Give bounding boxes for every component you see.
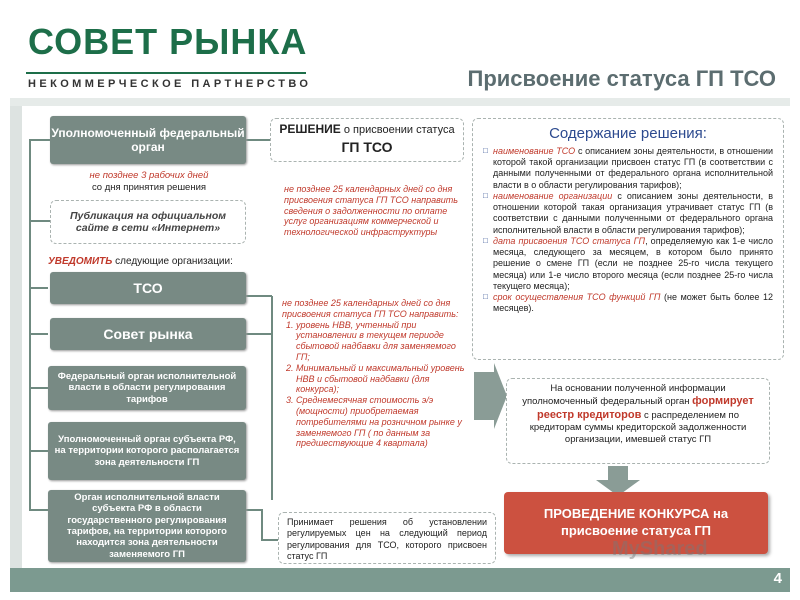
decision-content-title: Содержание решения: [549, 125, 707, 142]
org-regional-tariff-box: Орган исполнительной власти субъекта РФ в области государственного регулирования тарифов, на территории которого находится зона деятельности заменяемого ГП [48, 490, 246, 562]
creditors-register-box: На основании полученной информации уполномоченный федеральный орган формирует реестр кредиторов с распределением по кредиторам суммы кредиторской задолженности организации, имевшей статус ГП [506, 378, 770, 464]
publication-box: Публикация на официальном сайте в сети «Интернет» [50, 200, 246, 244]
content-item: □ срок осуществления ТСО функций ГП (не может быть более 12 месяцев). [483, 292, 773, 315]
authority-box: Уполномоченный федеральный орган [50, 116, 246, 164]
publication-deadline: не позднее 3 рабочих дней со дня принятия решения [89, 170, 209, 193]
content-item: □ наименование ТСО с описанием зоны деятельности, в отношении которой такой организации присвоен статус ГП (в соответствии с данными полученными от федерального органа исполнительной власти в о области регулирования тарифов); [483, 146, 773, 191]
decision-box: РЕШЕНИЕ о присвоении статуса ГП ТСО [270, 118, 464, 162]
content-item: □ наименование организации с описанием зоны деятельности, в отношении которой такая организация утрачивает статус ГП (в соответствии с данными полученными от федерального органа исполнительной власти в области регулирования тарифов); [483, 191, 773, 236]
tariff-info-note: не позднее 25 календарных дней со дня присвоения статуса ГП ТСО направить: 1. уровень НВВ, учтенный при установлении в текущем периоде сбытовой надбавки для заменяемого ГП; 2. Минимальный и максимальный уровень НВВ и сбытовой надбавки (для конкурса); 3. Среднемесячная стоимость э/э (мощности) приобретаемая потребителями на розничном рынке у заменяемого ГП ( по данным за предшествующие 4 квартала) [282, 298, 468, 449]
page-number: 4 [773, 570, 782, 587]
org-market-council-box: Совет рынка [50, 318, 246, 350]
org-subject-box: Уполномоченный орган субъекта РФ, на территории которого располагается зона деятельности ГП [48, 422, 246, 480]
tariff-info-item: 3. Среднемесячная стоимость э/э (мощности) приобретаемая потребителями на розничном рынке у заменяемого ГП ( по данным за предшествующие 4 квартала) [296, 395, 468, 449]
content-item: □ дата присвоения ТСО статуса ГП, определяемую как 1-е число месяца, следующего за месяцем, в котором было принято решение о смене ГП (если не позднее 25-го числа текущего месяца) или 1-е число второго месяца (если позднее 25-го числа текущего месяца); [483, 236, 773, 292]
tariff-info-item: 1. уровень НВВ, учтенный при установлении в текущем периоде сбытовой надбавки для заменяемого ГП; [296, 320, 468, 363]
tariff-decision-box: Принимает решения об установлении регулируемых цен на следующий период регулирования для ТСО, которого присвоен статус ГП [278, 512, 496, 564]
decision-content-box [472, 118, 784, 360]
debt-info-note: не позднее 25 календарных дней со дня присвоения статуса ГП ТСО направить сведения о задолженности по оплате услуг организациям коммерческой и технологической инфраструктуры [284, 184, 459, 238]
contest-box: ПРОВЕДЕНИЕ КОНКУРСА на присвоение статуса ГП [504, 492, 768, 554]
org-tso-box: ТСО [50, 272, 246, 304]
org-federal-tariff-box: Федеральный орган исполнительной власти в области регулирования тарифов [48, 366, 246, 410]
tariff-info-item: 2. Минимальный и максимальный уровень НВВ и сбытовой надбавки (для конкурса); [296, 363, 468, 395]
logo-text: СОВЕТ РЫНКА [28, 21, 308, 62]
notify-label: УВЕДОМИТЬ следующие организации: [48, 256, 233, 267]
watermark: MyShared [612, 538, 708, 560]
slide-title: Присвоение статуса ГП ТСО [467, 66, 776, 91]
bottom-band [10, 568, 790, 592]
logo-subtitle: НЕКОММЕРЧЕСКОЕ ПАРТНЕРСТВО [28, 78, 312, 90]
